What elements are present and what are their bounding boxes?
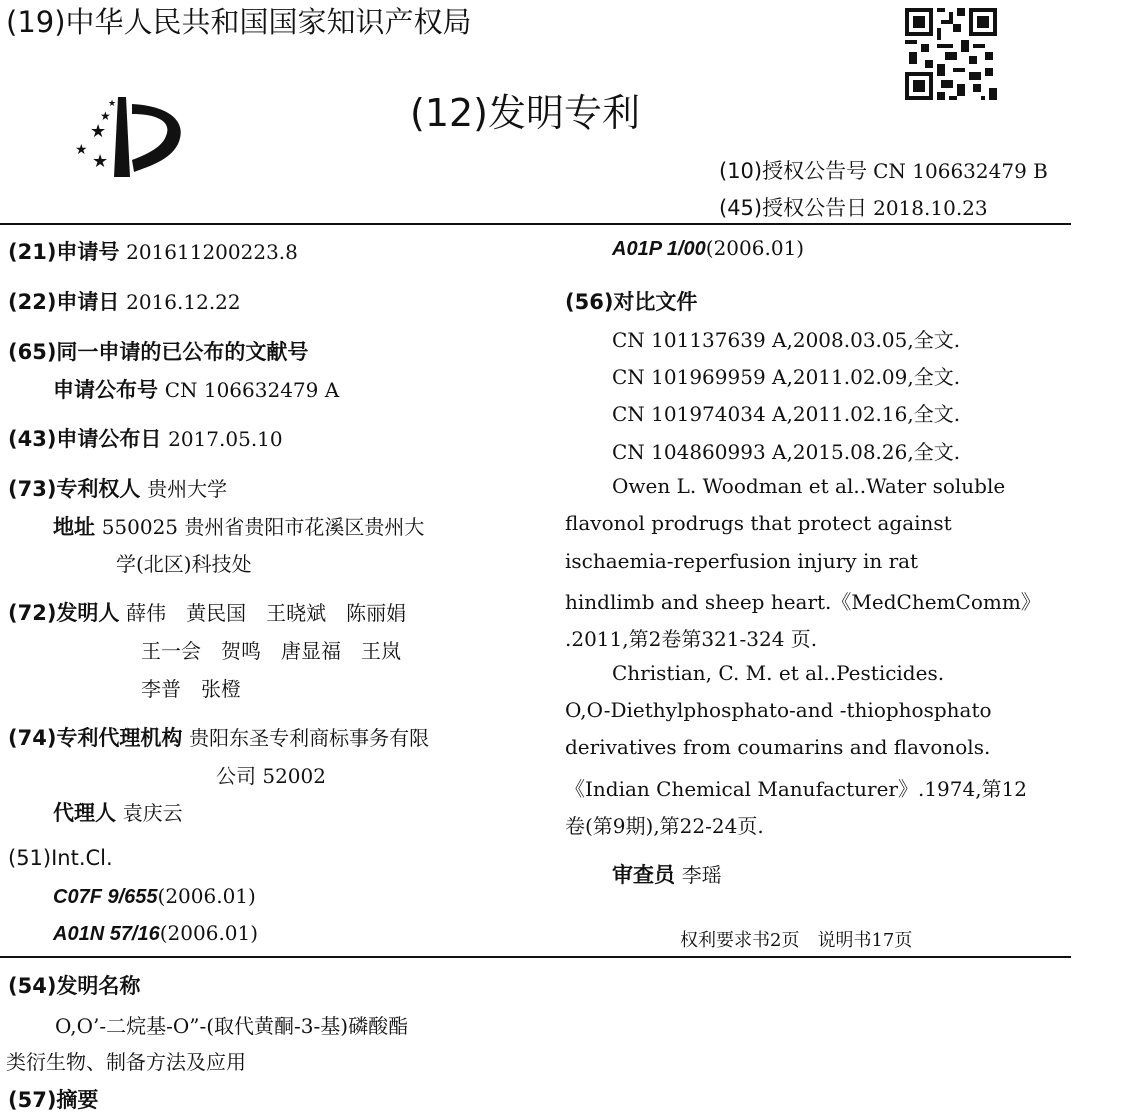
grant-number-label: (10)授权公告号: [719, 159, 868, 183]
patentee-label: (73)专利权人: [8, 477, 141, 501]
agent-label: 代理人: [53, 801, 116, 825]
nonpatent-1-line-3: ischaemia-reperfusion injury in rat: [565, 549, 919, 573]
address-line-1: 550025 贵州省贵阳市花溪区贵州大: [101, 515, 425, 539]
inventors: [8, 597, 406, 627]
int-cl-label: (51)Int.Cl.: [8, 846, 113, 870]
nonpatent-1-line-4: hindlimb and sheep heart.《MedChemComm》: [565, 590, 1041, 614]
application-date-value: 2016.12.22: [126, 290, 241, 314]
publication-number-label: 申请公布号: [53, 378, 158, 402]
office-name: (19)中华人民共和国国家知识产权局: [6, 5, 472, 39]
application-number-label: (21)申请号: [8, 240, 120, 264]
agent: [53, 797, 183, 827]
classification-2-code: A01N 57/16: [53, 923, 160, 945]
abstract-heading: [8, 1084, 98, 1114]
publication-date-label: (43)申请公布日: [8, 427, 162, 451]
patent-agency-label: (74)专利代理机构: [8, 726, 183, 750]
examiner: [612, 859, 722, 889]
grant-date-value: 2018.10.23: [873, 196, 988, 220]
qr-code: [905, 8, 997, 100]
emblem-icon: [70, 92, 200, 182]
middle-rule: [0, 956, 1071, 958]
abstract-label: (57)摘要: [8, 1088, 99, 1112]
page-count: 权利要求书2页 说明书17页: [680, 930, 913, 951]
svg-text:★: ★: [100, 109, 111, 123]
application-date-label: (22)申请日: [8, 290, 120, 314]
classification-3-code: A01P 1/00: [612, 238, 706, 260]
document-type: (12)发明专利: [410, 91, 641, 135]
patent-agency-line-1: 贵阳东圣专利商标事务有限: [189, 726, 430, 750]
reference-2: CN 101969959 A,2011.02.09,全文.: [612, 365, 961, 389]
classification-2: [53, 921, 258, 946]
application-number: [8, 236, 298, 266]
nonpatent-2-line-5: 卷(第9期),第22-24页.: [565, 814, 764, 838]
inventors-line-3: 李普 张橙: [141, 677, 241, 701]
classification-2-version: (2006.01): [159, 921, 259, 945]
nonpatent-2-line-2: O,O-Diethylphosphato-and -thiophosphato: [565, 698, 992, 722]
classification-1: [53, 884, 256, 909]
invention-title-line-2: 类衍生物、制备方法及应用: [6, 1050, 246, 1074]
classification-3: [612, 236, 804, 261]
top-rule: [0, 223, 1071, 225]
svg-text:★: ★: [108, 99, 117, 109]
patentee-value: 贵州大学: [147, 477, 228, 501]
address-label: 地址: [53, 515, 95, 539]
examiner-label: 审查员: [612, 863, 675, 887]
application-date: [8, 286, 241, 316]
grant-date: [719, 192, 988, 222]
inventors-line-1: 薛伟 黄民国 王晓斌 陈丽娟: [126, 601, 407, 625]
publication-heading-label: (65)同一申请的已公布的文献号: [8, 340, 309, 364]
publication-number-value: CN 106632479 A: [164, 378, 340, 402]
grant-number-value: CN 106632479 B: [873, 159, 1048, 183]
address-line-2: 学(北区)科技处: [116, 552, 252, 576]
publication-date-value: 2017.05.10: [168, 427, 283, 451]
references-heading: [565, 286, 697, 316]
inventors-label: (72)发明人: [8, 601, 120, 625]
publication-date: [8, 423, 283, 453]
grant-date-label: (45)授权公告日: [719, 196, 868, 220]
patent-agency: [8, 722, 429, 752]
publication-number: [53, 374, 339, 404]
nonpatent-2-line-3: derivatives from coumarins and flavonols.: [565, 735, 991, 759]
svg-text:★: ★: [92, 151, 109, 172]
nonpatent-1-line-1: Owen L. Woodman et al..Water soluble: [612, 474, 1006, 498]
reference-1: CN 101137639 A,2008.03.05,全文.: [612, 328, 961, 352]
examiner-value: 李瑶: [681, 863, 722, 887]
reference-4: CN 104860993 A,2015.08.26,全文.: [612, 440, 961, 464]
grant-number: [719, 155, 1048, 185]
nonpatent-2-line-1: Christian, C. M. et al..Pesticides.: [612, 661, 945, 685]
reference-3: CN 101974034 A,2011.02.16,全文.: [612, 402, 961, 426]
patent-agency-line-2: 公司 52002: [216, 764, 326, 788]
classification-3-version: (2006.01): [705, 236, 805, 260]
nonpatent-1-line-2: flavonol prodrugs that protect against: [565, 511, 952, 535]
cnipa-emblem: [70, 92, 200, 182]
publication-heading: [8, 336, 308, 366]
invention-title-label: (54)发明名称: [8, 974, 141, 998]
agent-value: 袁庆云: [122, 801, 183, 825]
svg-text:★: ★: [90, 121, 107, 142]
int-cl: [8, 846, 113, 870]
inventors-line-2: 王一会 贺鸣 唐显福 王岚: [141, 639, 401, 663]
nonpatent-1-line-5: .2011,第2卷第321-324 页.: [565, 627, 818, 651]
classification-1-code: C07F 9/655: [53, 886, 158, 908]
application-number-value: 201611200223.8: [126, 240, 298, 264]
references-label: (56)对比文件: [565, 290, 698, 314]
patentee: [8, 473, 227, 503]
classification-1-version: (2006.01): [157, 884, 256, 908]
svg-text:★: ★: [75, 142, 88, 158]
nonpatent-2-line-4: 《Indian Chemical Manufacturer》.1974,第12: [565, 777, 1028, 801]
qr-code-icon: [905, 8, 997, 100]
address: [53, 511, 424, 541]
invention-title-line-1: O,O’-二烷基-O”-(取代黄酮-3-基)磷酸酯: [55, 1014, 409, 1038]
invention-title-heading: [8, 970, 140, 1000]
